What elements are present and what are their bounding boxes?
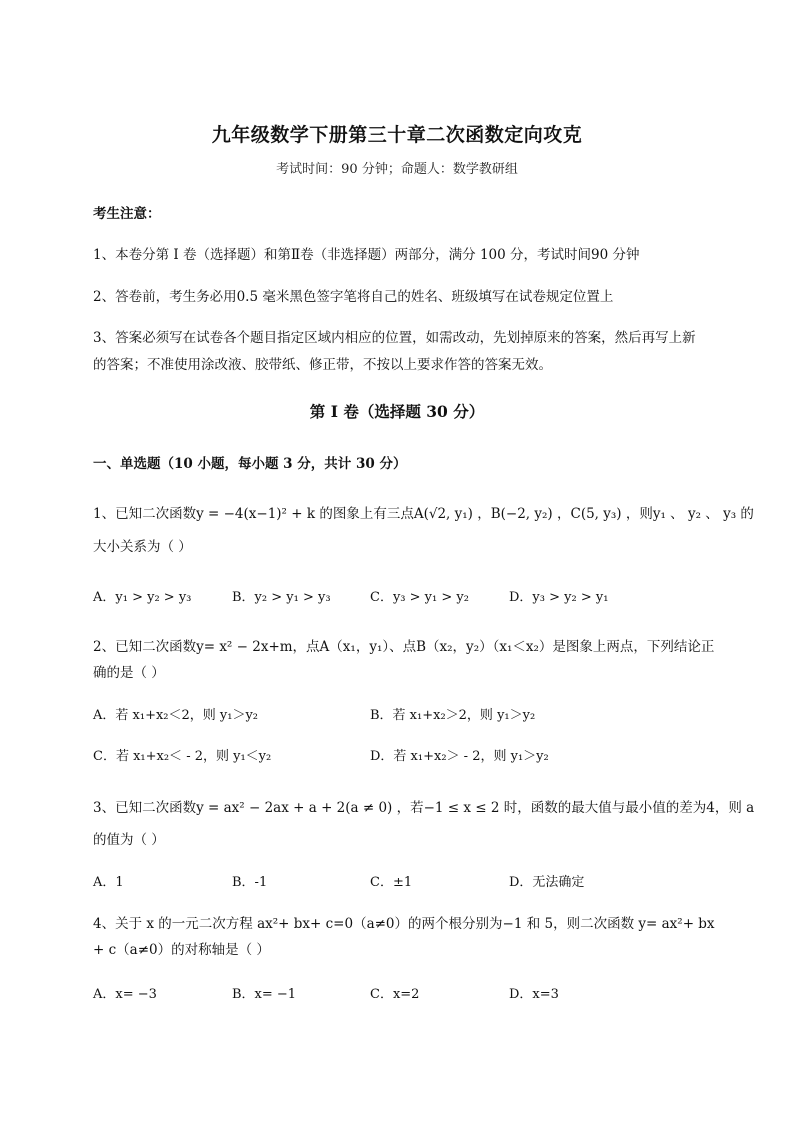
question-4-option-a: A．x= −3 — [93, 987, 157, 1002]
exam-info: 考试时间：90 分钟；命题人：数学教研组 — [276, 162, 518, 177]
question-2-option-c: C．若 x₁+x₂＜ - 2，则 y₁＜y₂ — [93, 749, 272, 764]
part-heading: 一、单选题（10 小题，每小题 3 分，共计 30 分） — [93, 456, 407, 472]
question-3-text-continued: 的值为（ ） — [93, 832, 165, 848]
question-2-option-a: A．若 x₁+x₂＜2，则 y₁＞y₂ — [93, 708, 259, 723]
notice-item: 1、本卷分第 I 卷（选择题）和第Ⅱ卷（非选择题）两部分，满分 100 分，考试时间90 分钟 — [93, 247, 640, 263]
question-4-text: 4、关于 x 的一元二次方程 ax²+ bx+ c=0（a≠0）的两个根分别为−1 和 5，则二次函数 y= ax²+ bx — [93, 916, 715, 932]
question-4-option-d: D．x=3 — [509, 987, 559, 1002]
question-3-option-a: A．1 — [93, 875, 124, 890]
question-1-option-c: C．y₃ > y₁ > y₂ — [370, 590, 469, 605]
question-1-option-b: B．y₂ > y₁ > y₃ — [232, 590, 331, 605]
question-2-text-continued: 确的是（ ） — [93, 665, 165, 681]
question-3-option-d: D．无法确定 — [509, 875, 585, 890]
question-1-option-a: A．y₁ > y₂ > y₃ — [93, 590, 192, 605]
question-1-text-continued: 大小关系为（ ） — [93, 539, 192, 555]
notice-item-continued: 的答案；不准使用涂改液、胶带纸、修正带，不按以上要求作答的答案无效。 — [93, 357, 552, 373]
question-4-option-c: C．x=2 — [370, 987, 420, 1002]
question-4-option-b: B．x= −1 — [232, 987, 297, 1002]
question-1-option-d: D．y₃ > y₂ > y₁ — [509, 590, 609, 605]
question-3-option-b: B．-1 — [232, 875, 268, 890]
page-title: 九年级数学下册第三十章二次函数定向攻克 — [211, 124, 583, 146]
notice-heading: 考生注意： — [93, 206, 161, 222]
question-4-text-continued: + c（a≠0）的对称轴是（ ） — [93, 942, 270, 958]
notice-item: 3、答案必须写在试卷各个题目指定区域内相应的位置，如需改动，先划掉原来的答案，然后再写上新 — [93, 330, 696, 346]
question-2-option-b: B．若 x₁+x₂＞2，则 y₁＞y₂ — [370, 708, 536, 723]
section-title: 第 I 卷（选择题 30 分） — [309, 402, 485, 421]
question-1-text: 1、已知二次函数y = −4(x−1)² + k 的图象上有三点A(√2, y₁) ，B(−2, y₂) ，C(5, y₃) ，则y₁ 、 y₂ 、 y₃ 的 — [93, 506, 754, 522]
question-2-option-d: D．若 x₁+x₂＞ - 2，则 y₁＞y₂ — [370, 749, 549, 764]
question-2-text: 2、已知二次函数y= x² − 2x+m，点A（x₁，y₁）、点B（x₂，y₂）（x₁＜x₂）是图象上两点，下列结论正 — [93, 639, 715, 655]
notice-item: 2、答卷前，考生务必用0.5 毫米黑色签字笔将自己的姓名、班级填写在试卷规定位置上 — [93, 289, 614, 305]
question-3-option-c: C．±1 — [370, 875, 413, 890]
question-3-text: 3、已知二次函数y = ax² − 2ax + a + 2(a ≠ 0) ，若−1 ≤ x ≤ 2 时，函数的最大值与最小值的差为4，则 a — [93, 800, 755, 816]
